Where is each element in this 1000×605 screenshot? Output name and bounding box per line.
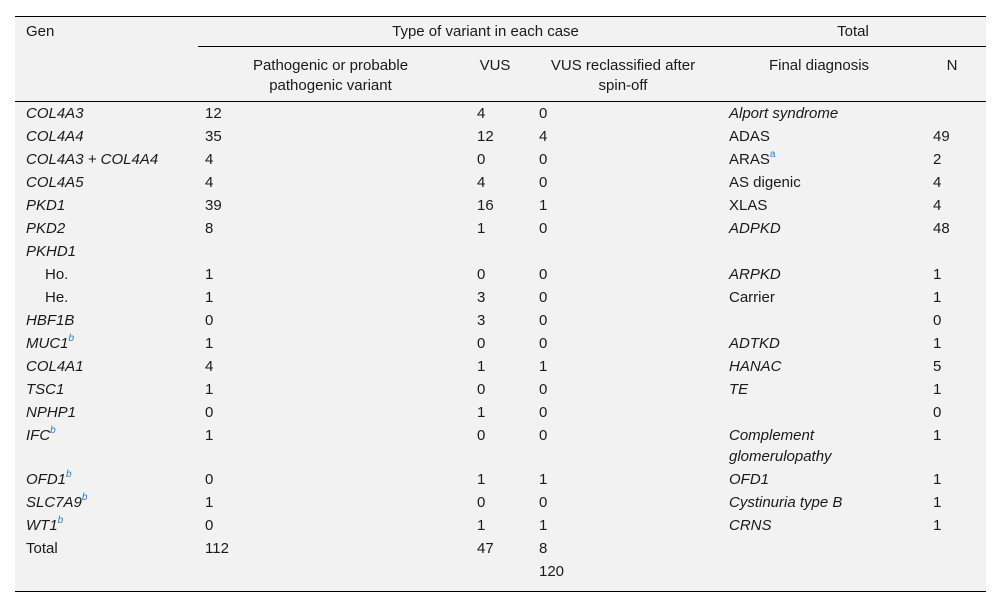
final-diagnosis-cell-text: HANAC xyxy=(729,358,782,375)
header-total: Total xyxy=(837,23,869,40)
pathogenic-cell-text: 0 xyxy=(205,404,214,421)
final-diagnosis-cell-text: AS digenic xyxy=(729,174,801,191)
header-pathogenic-line1: Pathogenic or probable xyxy=(252,57,409,74)
pathogenic-cell xyxy=(205,403,213,423)
gene-cell-text: SLC7A9 xyxy=(26,494,82,511)
final-diagnosis-cell-text: Cystinuria type B xyxy=(729,494,843,511)
vus-reclassified-cell-text: 1 xyxy=(539,517,548,534)
header-vus: VUS xyxy=(479,57,511,74)
n-cell-text: 48 xyxy=(933,220,950,237)
vus-cell-text: 1 xyxy=(477,220,486,237)
gene-cell xyxy=(26,219,65,239)
pathogenic-cell xyxy=(205,470,213,490)
final-diagnosis-cell xyxy=(729,104,838,124)
pathogenic-cell xyxy=(205,311,213,331)
gene-cell xyxy=(45,288,68,308)
header-vus-reclassified-line1: VUS reclassified after xyxy=(550,57,696,74)
vus-reclassified-cell xyxy=(539,265,547,285)
pathogenic-cell-text: 1 xyxy=(205,494,214,511)
final-diagnosis-cell xyxy=(729,426,814,446)
header-final-diagnosis: Final diagnosis xyxy=(768,57,870,74)
vus-cell-text: 1 xyxy=(477,471,486,488)
gene-cell xyxy=(26,173,84,193)
final-diagnosis-cell-text: Alport syndrome xyxy=(729,105,839,122)
footnote-marker: a xyxy=(769,149,776,160)
vus-reclassified-cell-text: 0 xyxy=(539,312,548,329)
gene-cell-text: MUC1 xyxy=(26,335,69,352)
vus-reclassified-cell xyxy=(539,403,547,423)
n-cell xyxy=(933,357,941,377)
pathogenic-cell xyxy=(205,493,213,513)
final-diagnosis-cell xyxy=(729,380,748,400)
gene-cell xyxy=(26,196,65,216)
n-cell xyxy=(933,311,941,331)
vus-reclassified-cell xyxy=(539,311,547,331)
pathogenic-cell xyxy=(205,219,213,239)
gene-cell xyxy=(26,104,84,124)
gene-cell-text: PKD1 xyxy=(26,197,66,214)
final-diagnosis-cell xyxy=(729,265,781,285)
group-header-rule xyxy=(198,46,986,47)
footnote-marker: b xyxy=(68,333,75,344)
final-diagnosis-cell xyxy=(729,470,769,490)
pathogenic-cell-text: 0 xyxy=(205,517,214,534)
vus-cell-text: 0 xyxy=(477,381,486,398)
n-cell xyxy=(933,380,941,400)
n-cell xyxy=(933,196,941,216)
gene-cell xyxy=(26,127,84,147)
final-diagnosis-cell-text: ARPKD xyxy=(729,266,781,283)
final-diagnosis-cell xyxy=(729,173,801,193)
vus-reclassified-cell xyxy=(539,539,547,559)
gene-cell xyxy=(26,426,56,446)
n-cell-text: 1 xyxy=(933,289,942,306)
vus-cell-text: 16 xyxy=(477,197,494,214)
gene-cell-text: HBF1B xyxy=(26,312,75,329)
pathogenic-cell-text: 4 xyxy=(205,174,214,191)
n-cell xyxy=(933,516,941,536)
vus-cell xyxy=(477,357,485,377)
n-cell xyxy=(933,150,941,170)
pathogenic-cell-text: 1 xyxy=(205,381,214,398)
pathogenic-cell-text: 0 xyxy=(205,312,214,329)
final-diagnosis-cell-text: Complement xyxy=(729,427,815,444)
n-cell xyxy=(933,470,941,490)
pathogenic-cell xyxy=(205,104,222,124)
vus-cell xyxy=(477,493,485,513)
vus-reclassified-cell-text: 0 xyxy=(539,335,548,352)
vus-reclassified-cell xyxy=(539,470,547,490)
pathogenic-cell xyxy=(205,173,213,193)
vus-reclassified-cell xyxy=(539,288,547,308)
gene-cell xyxy=(26,493,87,513)
gene-cell xyxy=(26,403,76,423)
gene-cell-text: COL4A1 xyxy=(26,358,84,375)
gene-cell xyxy=(26,150,158,170)
final-diagnosis-cell xyxy=(729,219,781,239)
vus-reclassified-cell-text: 0 xyxy=(539,494,548,511)
vus-cell xyxy=(477,403,485,423)
pathogenic-cell-text: 4 xyxy=(205,151,214,168)
final-diagnosis-cell xyxy=(729,150,775,170)
n-cell-text: 4 xyxy=(933,197,942,214)
vus-cell xyxy=(477,288,485,308)
n-cell-text: 1 xyxy=(933,517,942,534)
gene-cell-text: Ho. xyxy=(45,266,69,283)
pathogenic-cell-text: 1 xyxy=(205,266,214,283)
final-diagnosis-cell xyxy=(729,127,770,147)
gene-cell-text: PKD2 xyxy=(26,220,66,237)
n-cell-text: 1 xyxy=(933,494,942,511)
vus-cell-text: 1 xyxy=(477,517,486,534)
pathogenic-cell xyxy=(205,196,222,216)
gene-cell xyxy=(26,516,63,536)
vus-reclassified-cell-text: 0 xyxy=(539,105,548,122)
n-cell xyxy=(933,288,941,308)
final-diagnosis-cell xyxy=(729,516,772,536)
vus-cell xyxy=(477,334,485,354)
pathogenic-cell xyxy=(205,426,213,446)
vus-reclassified-cell xyxy=(539,127,547,147)
pathogenic-cell-text: 8 xyxy=(205,220,214,237)
pathogenic-cell-text: 12 xyxy=(205,105,222,122)
n-cell-text: 5 xyxy=(933,358,942,375)
final-diagnosis-cell-text: ARAS xyxy=(729,151,770,168)
n-cell xyxy=(933,127,950,147)
gene-cell-text: COL4A3 + COL4A4 xyxy=(26,151,159,168)
header-pathogenic-line2: pathogenic variant xyxy=(269,77,392,94)
pathogenic-cell xyxy=(205,334,213,354)
pathogenic-cell-text: 1 xyxy=(205,427,214,444)
n-cell-text: 1 xyxy=(933,266,942,283)
vus-cell-text: 1 xyxy=(477,404,486,421)
pathogenic-cell-text: 39 xyxy=(205,197,222,214)
vus-reclassified-cell xyxy=(539,173,547,193)
gene-cell xyxy=(26,470,72,490)
vus-cell xyxy=(477,196,494,216)
vus-reclassified-cell xyxy=(539,150,547,170)
header-bottom-rule xyxy=(15,101,986,102)
footnote-marker: b xyxy=(50,425,56,436)
footnote-marker: b xyxy=(57,515,64,526)
vus-cell xyxy=(477,539,494,559)
gene-cell-text: COL4A3 xyxy=(26,105,84,122)
gene-cell-text: WT1 xyxy=(26,517,58,534)
vus-reclassified-cell-text: 1 xyxy=(539,358,548,375)
vus-reclassified-cell-text: 0 xyxy=(539,427,548,444)
gene-cell-text: IFC xyxy=(26,427,51,444)
final-diagnosis-cell xyxy=(729,357,782,377)
n-cell-text: 49 xyxy=(933,128,950,145)
final-diagnosis-cell-text: Carrier xyxy=(729,289,775,306)
pathogenic-cell xyxy=(205,150,213,170)
n-cell-text: 1 xyxy=(933,381,942,398)
final-diagnosis-cell-text: TE xyxy=(729,381,749,398)
final-diagnosis-cell-text: XLAS xyxy=(729,197,768,214)
n-cell xyxy=(933,493,941,513)
gene-cell xyxy=(26,357,84,377)
pathogenic-cell-text: 112 xyxy=(205,540,229,557)
gene-cell-text: COL4A5 xyxy=(26,174,84,191)
n-cell-text: 0 xyxy=(933,312,942,329)
vus-reclassified-cell xyxy=(539,196,547,216)
gene-cell-text: COL4A4 xyxy=(26,128,84,145)
vus-reclassified-cell-text: 0 xyxy=(539,174,548,191)
n-cell xyxy=(933,173,941,193)
vus-cell-text: 0 xyxy=(477,494,486,511)
n-cell xyxy=(933,426,941,446)
vus-reclassified-cell-text: 1 xyxy=(539,471,548,488)
vus-reclassified-cell xyxy=(539,334,547,354)
vus-reclassified-cell xyxy=(539,357,547,377)
gene-cell-text: He. xyxy=(45,289,69,306)
gene-cell xyxy=(26,380,64,400)
final-diagnosis-cell xyxy=(729,196,767,216)
final-diagnosis-cell-text: OFD1 xyxy=(729,471,770,488)
n-cell-text: 1 xyxy=(933,335,942,352)
pathogenic-cell xyxy=(205,265,213,285)
vus-cell xyxy=(477,127,494,147)
pathogenic-cell xyxy=(205,516,213,536)
vus-cell-text: 3 xyxy=(477,289,486,306)
n-cell-text: 1 xyxy=(933,471,942,488)
header-gen: Gen xyxy=(26,23,55,40)
n-cell-text: 2 xyxy=(933,151,942,168)
pathogenic-cell-text: 1 xyxy=(205,289,214,306)
vus-cell-text: 0 xyxy=(477,335,486,352)
final-diagnosis-cell-text: CRNS xyxy=(729,517,772,534)
vus-reclassified-cell-text: 8 xyxy=(539,540,548,557)
vus-reclassified-cell xyxy=(539,493,547,513)
final-diagnosis-cell xyxy=(729,334,780,354)
vus-cell-text: 0 xyxy=(477,427,486,444)
vus-cell xyxy=(477,516,485,536)
n-cell-text: 0 xyxy=(933,404,942,421)
vus-cell-text: 47 xyxy=(477,540,494,557)
n-cell xyxy=(933,403,941,423)
vus-cell-text: 4 xyxy=(477,105,486,122)
final-diagnosis-cell-line2-text: glomerulopathy xyxy=(729,448,832,465)
gene-cell xyxy=(26,242,76,262)
gene-cell-text: OFD1 xyxy=(26,471,67,488)
vus-cell xyxy=(477,311,485,331)
vus-reclassified-cell-text: 4 xyxy=(539,128,548,145)
pathogenic-cell xyxy=(205,127,222,147)
final-diagnosis-cell xyxy=(729,288,775,308)
vus-reclassified-cell-text: 0 xyxy=(539,381,548,398)
gene-cell xyxy=(26,311,74,331)
vus-cell xyxy=(477,426,485,446)
vus-reclassified-cell-text: 0 xyxy=(539,289,548,306)
vus-reclassified-cell xyxy=(539,426,547,446)
n-cell-text: 4 xyxy=(933,174,942,191)
gene-cell-text: NPHP1 xyxy=(26,404,77,421)
vus-cell-text: 0 xyxy=(477,151,486,168)
final-diagnosis-cell-line2 xyxy=(729,447,832,467)
final-diagnosis-cell-text: ADAS xyxy=(729,128,770,145)
vus-reclassified-total-cell-text: 120 xyxy=(539,563,565,580)
pathogenic-cell xyxy=(205,357,213,377)
vus-reclassified-cell-text: 0 xyxy=(539,220,548,237)
vus-reclassified-cell xyxy=(539,219,547,239)
vus-cell-text: 4 xyxy=(477,174,486,191)
vus-reclassified-cell xyxy=(539,516,547,536)
vus-cell-text: 1 xyxy=(477,358,486,375)
n-cell-text: 1 xyxy=(933,427,942,444)
vus-cell-text: 0 xyxy=(477,266,486,283)
gene-cell-text: TSC1 xyxy=(26,381,65,398)
header-n: N xyxy=(946,57,958,74)
vus-cell-text: 3 xyxy=(477,312,486,329)
vus-cell xyxy=(477,104,485,124)
vus-cell xyxy=(477,265,485,285)
pathogenic-cell xyxy=(205,539,229,559)
vus-cell xyxy=(477,173,485,193)
final-diagnosis-cell-text: ADPKD xyxy=(729,220,781,237)
gene-cell xyxy=(26,334,74,354)
vus-reclassified-cell-text: 0 xyxy=(539,266,548,283)
vus-cell xyxy=(477,380,485,400)
pathogenic-cell xyxy=(205,380,213,400)
vus-reclassified-cell-text: 0 xyxy=(539,151,548,168)
vus-cell xyxy=(477,219,485,239)
gene-cell xyxy=(26,539,58,559)
footnote-marker: b xyxy=(81,492,88,503)
footnote-marker: b xyxy=(66,469,72,480)
pathogenic-cell xyxy=(205,288,213,308)
gene-cell xyxy=(45,265,68,285)
vus-cell xyxy=(477,470,485,490)
n-cell xyxy=(933,219,950,239)
gene-cell-text: Total xyxy=(26,540,58,557)
n-cell xyxy=(933,265,941,285)
pathogenic-cell-text: 0 xyxy=(205,471,214,488)
header-vus-reclassified-line2: spin-off xyxy=(598,77,648,94)
final-diagnosis-cell xyxy=(729,493,842,513)
vus-reclassified-total-cell xyxy=(539,562,564,582)
gene-cell-text: PKHD1 xyxy=(26,243,77,260)
pathogenic-cell-text: 4 xyxy=(205,358,214,375)
vus-reclassified-cell-text: 0 xyxy=(539,404,548,421)
final-diagnosis-cell-text: ADTKD xyxy=(729,335,780,352)
vus-reclassified-cell xyxy=(539,104,547,124)
pathogenic-cell-text: 1 xyxy=(205,335,214,352)
vus-cell-text: 12 xyxy=(477,128,494,145)
vus-reclassified-cell xyxy=(539,380,547,400)
vus-cell xyxy=(477,150,485,170)
vus-reclassified-cell-text: 1 xyxy=(539,197,548,214)
n-cell xyxy=(933,334,941,354)
pathogenic-cell-text: 35 xyxy=(205,128,222,145)
header-type-of-variant: Type of variant in each case xyxy=(392,23,579,40)
